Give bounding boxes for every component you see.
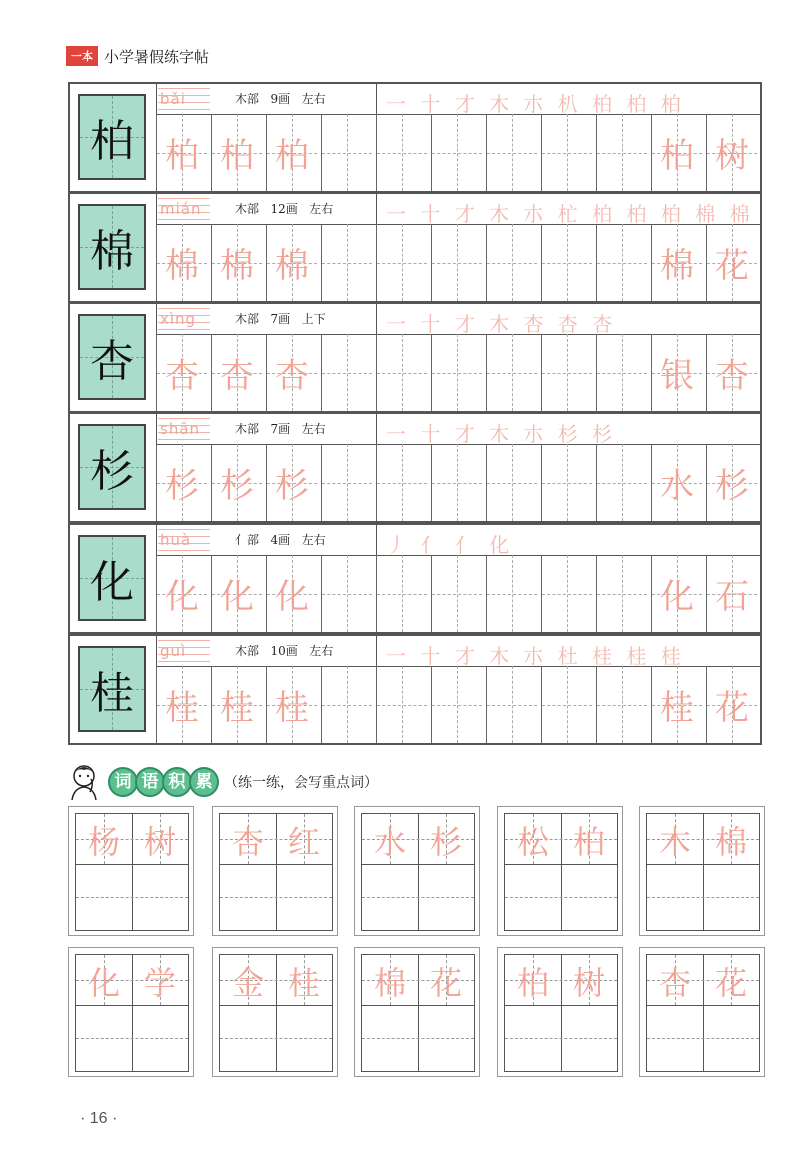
word-char: 木 — [658, 823, 691, 861]
character-practice-block — [68, 523, 762, 634]
trace-character: 杏 — [220, 356, 254, 396]
trace-character — [597, 334, 647, 411]
character-practice-block — [68, 82, 762, 193]
practice-cell[interactable] — [266, 114, 317, 191]
practice-cell[interactable] — [596, 444, 647, 521]
practice-cell[interactable] — [376, 666, 427, 743]
pinyin: shān — [160, 420, 201, 438]
model-character: 棉 — [90, 226, 134, 277]
stroke-count: 4画 — [270, 533, 291, 547]
section-title-char: 词 — [108, 767, 138, 797]
practice-cell[interactable] — [211, 334, 262, 411]
trace-character: 柏 — [220, 136, 254, 176]
trace-character: 棉 — [660, 246, 694, 286]
word-char: 树 — [572, 964, 605, 1002]
trace-character: 化 — [275, 577, 309, 617]
practice-cell[interactable] — [321, 666, 372, 743]
trace-character — [377, 555, 427, 632]
practice-cell[interactable] — [486, 666, 537, 743]
trace-character: 柏 — [660, 136, 694, 176]
practice-cell[interactable] — [266, 224, 317, 301]
word-practice-box[interactable] — [639, 947, 765, 1077]
character-practice-block — [68, 412, 762, 523]
trace-character — [322, 224, 372, 301]
trace-character — [597, 666, 647, 743]
trace-character: 棉 — [275, 246, 309, 286]
practice-cell[interactable] — [321, 444, 372, 521]
trace-character — [487, 555, 537, 632]
practice-cell[interactable] — [486, 444, 537, 521]
word-char: 杏 — [658, 964, 691, 1002]
structure: 上下 — [301, 312, 326, 326]
trace-character — [432, 224, 482, 301]
stroke-count: 10画 — [270, 644, 298, 658]
model-character: 杏 — [90, 336, 134, 387]
word-char: 棉 — [714, 823, 747, 861]
practice-cell[interactable] — [706, 114, 757, 191]
character-practice-block — [68, 302, 762, 413]
practice-cell[interactable] — [376, 334, 427, 411]
word-char: 学 — [143, 964, 176, 1002]
trace-character — [487, 444, 537, 521]
trace-character: 花 — [715, 688, 749, 728]
practice-cell[interactable] — [596, 334, 647, 411]
practice-cell[interactable] — [211, 666, 262, 743]
stroke-order: 一 十 才 木 朩 杉 杉 — [386, 422, 617, 446]
practice-cell[interactable] — [266, 334, 317, 411]
practice-cell[interactable] — [376, 444, 427, 521]
stroke-order: 一 十 才 木 朩 杧 柏 柏 柏 棉 棉 — [386, 202, 754, 226]
practice-cell[interactable] — [651, 666, 702, 743]
trace-character — [377, 334, 427, 411]
trace-character — [322, 444, 372, 521]
practice-cell[interactable] — [156, 114, 207, 191]
stroke-count: 12画 — [270, 202, 298, 216]
practice-cell[interactable] — [651, 334, 702, 411]
trace-character — [487, 224, 537, 301]
trace-character — [597, 114, 647, 191]
section-title-char: 语 — [135, 767, 165, 797]
practice-row — [156, 114, 760, 191]
stroke-count: 7画 — [270, 422, 291, 436]
word-practice-box[interactable] — [68, 947, 194, 1077]
trace-character — [487, 334, 537, 411]
practice-cell[interactable] — [376, 114, 427, 191]
character-info — [235, 310, 326, 327]
pinyin: bǎi — [160, 90, 186, 108]
page-number: · 16 · — [80, 1110, 118, 1127]
word-practice-box[interactable] — [212, 806, 338, 936]
trace-character: 柏 — [165, 136, 199, 176]
trace-character: 化 — [660, 577, 694, 617]
practice-cell[interactable] — [706, 444, 757, 521]
section-subtitle: （练一练，会写重点词） — [224, 775, 378, 791]
practice-cell[interactable] — [321, 224, 372, 301]
practice-cell[interactable] — [651, 555, 702, 632]
word-char: 杏 — [231, 823, 264, 861]
trace-character — [542, 444, 592, 521]
practice-cell[interactable] — [486, 114, 537, 191]
word-practice-box[interactable] — [354, 806, 480, 936]
practice-cell[interactable] — [486, 224, 537, 301]
practice-cell[interactable] — [541, 444, 592, 521]
trace-character — [487, 666, 537, 743]
practice-cell[interactable] — [596, 114, 647, 191]
practice-cell[interactable] — [431, 666, 482, 743]
word-section-header — [66, 762, 378, 802]
radical: 木部 — [235, 202, 260, 216]
trace-character — [322, 114, 372, 191]
word-char: 松 — [516, 823, 549, 861]
practice-cell[interactable] — [156, 555, 207, 632]
practice-cell[interactable] — [431, 555, 482, 632]
word-practice-box[interactable] — [497, 947, 623, 1077]
practice-cell[interactable] — [431, 444, 482, 521]
practice-row — [156, 224, 760, 301]
radical: 木部 — [235, 644, 260, 658]
pinyin-box — [158, 88, 210, 110]
word-char: 柏 — [572, 823, 605, 861]
trace-character — [377, 114, 427, 191]
model-character-box — [78, 204, 146, 290]
trace-character: 花 — [715, 246, 749, 286]
practice-cell[interactable] — [321, 555, 372, 632]
trace-character: 棉 — [165, 246, 199, 286]
practice-cell[interactable] — [431, 334, 482, 411]
practice-cell[interactable] — [706, 555, 757, 632]
structure: 左右 — [309, 202, 334, 216]
pinyin: huà — [160, 531, 192, 549]
pinyin-box — [158, 198, 210, 220]
pinyin-box — [158, 308, 210, 330]
practice-cell[interactable] — [376, 224, 427, 301]
practice-cell[interactable] — [486, 555, 537, 632]
trace-character: 杉 — [220, 466, 254, 506]
word-practice-box[interactable] — [639, 806, 765, 936]
radical: 木部 — [235, 92, 260, 106]
section-title-char: 积 — [162, 767, 192, 797]
trace-character: 柏 — [275, 136, 309, 176]
trace-character: 杏 — [165, 356, 199, 396]
page-number-value: 16 — [89, 1110, 108, 1127]
section-title — [108, 767, 216, 797]
practice-cell[interactable] — [321, 334, 372, 411]
pinyin: guì — [160, 642, 187, 660]
practice-cell[interactable] — [541, 666, 592, 743]
trace-character — [542, 666, 592, 743]
stroke-order: 一 十 才 木 杏 杏 杏 — [386, 312, 617, 336]
character-info — [235, 642, 333, 659]
practice-cell[interactable] — [156, 666, 207, 743]
trace-character: 桂 — [275, 688, 309, 728]
character-info — [235, 90, 326, 107]
word-practice-box[interactable] — [354, 947, 480, 1077]
word-char: 杉 — [429, 823, 462, 861]
stroke-count: 9画 — [270, 92, 291, 106]
stroke-order: 一 十 才 木 朩 杜 桂 桂 桂 — [386, 644, 685, 668]
practice-cell[interactable] — [541, 555, 592, 632]
trace-character — [377, 224, 427, 301]
trace-character: 棉 — [220, 246, 254, 286]
structure: 左右 — [301, 422, 326, 436]
practice-cell[interactable] — [596, 224, 647, 301]
practice-row — [156, 555, 760, 632]
practice-cell[interactable] — [541, 114, 592, 191]
trace-character — [322, 555, 372, 632]
practice-cell[interactable] — [596, 555, 647, 632]
word-char: 柏 — [516, 964, 549, 1002]
trace-character — [432, 555, 482, 632]
model-character-box — [78, 646, 146, 732]
radical: 木部 — [235, 422, 260, 436]
trace-character: 桂 — [165, 688, 199, 728]
trace-character: 杏 — [715, 356, 749, 396]
trace-character — [432, 444, 482, 521]
practice-cell[interactable] — [266, 555, 317, 632]
structure: 左右 — [309, 644, 334, 658]
word-char: 金 — [231, 964, 264, 1002]
practice-cell[interactable] — [541, 334, 592, 411]
practice-cell[interactable] — [321, 114, 372, 191]
trace-character — [597, 555, 647, 632]
trace-character — [597, 224, 647, 301]
practice-cell[interactable] — [156, 224, 207, 301]
model-character: 桂 — [90, 668, 134, 719]
stroke-order: 一 十 才 木 朩 朳 柏 柏 柏 — [386, 92, 685, 116]
trace-character — [487, 114, 537, 191]
trace-character — [542, 114, 592, 191]
trace-character — [377, 666, 427, 743]
trace-character — [597, 444, 647, 521]
practice-cell[interactable] — [651, 444, 702, 521]
trace-character: 化 — [165, 577, 199, 617]
practice-cell[interactable] — [156, 444, 207, 521]
practice-row — [156, 334, 760, 411]
practice-cell[interactable] — [541, 224, 592, 301]
word-char: 杨 — [87, 823, 120, 861]
trace-character — [432, 666, 482, 743]
word-practice-box[interactable] — [68, 806, 194, 936]
model-character: 柏 — [90, 116, 134, 167]
practice-cell[interactable] — [211, 114, 262, 191]
word-char: 化 — [87, 964, 120, 1002]
trace-character: 水 — [660, 466, 694, 506]
radical: 木部 — [235, 312, 260, 326]
model-character: 杉 — [90, 446, 134, 497]
practice-cell[interactable] — [706, 334, 757, 411]
practice-cell[interactable] — [211, 555, 262, 632]
pinyin-box — [158, 640, 210, 662]
model-character: 化 — [90, 557, 134, 608]
word-char: 花 — [714, 964, 747, 1002]
practice-cell[interactable] — [266, 666, 317, 743]
pinyin: xìng — [160, 310, 197, 328]
model-character-box — [78, 314, 146, 400]
practice-cell[interactable] — [266, 444, 317, 521]
pinyin-box — [158, 418, 210, 440]
practice-cell[interactable] — [651, 224, 702, 301]
trace-character: 杏 — [275, 356, 309, 396]
practice-cell[interactable] — [376, 555, 427, 632]
practice-cell[interactable] — [706, 666, 757, 743]
structure: 左右 — [301, 92, 326, 106]
practice-row — [156, 666, 760, 743]
trace-character: 石 — [715, 577, 749, 617]
trace-character: 杉 — [165, 466, 199, 506]
trace-character: 化 — [220, 577, 254, 617]
radical: 亻部 — [235, 533, 260, 547]
character-info — [235, 200, 333, 217]
practice-cell[interactable] — [596, 666, 647, 743]
trace-character — [322, 666, 372, 743]
trace-character — [542, 334, 592, 411]
practice-cell[interactable] — [706, 224, 757, 301]
trace-character — [542, 555, 592, 632]
trace-character: 树 — [715, 136, 749, 176]
model-character-box — [78, 424, 146, 510]
word-char: 树 — [143, 823, 176, 861]
model-character-box — [78, 535, 146, 621]
character-info — [235, 531, 326, 548]
word-char: 花 — [429, 964, 462, 1002]
practice-cell[interactable] — [156, 334, 207, 411]
trace-character — [322, 334, 372, 411]
trace-character — [542, 224, 592, 301]
boy-thinking-icon — [66, 762, 106, 802]
practice-cell[interactable] — [431, 114, 482, 191]
pinyin-box — [158, 529, 210, 551]
model-character-box — [78, 94, 146, 180]
character-practice-block — [68, 192, 762, 303]
word-practice-box[interactable] — [212, 947, 338, 1077]
trace-character — [377, 444, 427, 521]
character-info — [235, 420, 326, 437]
stroke-count: 7画 — [270, 312, 291, 326]
trace-character: 桂 — [220, 688, 254, 728]
page-header — [66, 44, 209, 68]
word-char: 红 — [287, 823, 320, 861]
trace-character: 银 — [660, 356, 694, 396]
section-title-char: 累 — [189, 767, 219, 797]
practice-cell[interactable] — [486, 334, 537, 411]
character-practice-block — [68, 634, 762, 745]
trace-character: 杉 — [275, 466, 309, 506]
stroke-order: 丿 亻 亻 化 — [386, 533, 514, 557]
structure: 左右 — [301, 533, 326, 547]
word-char: 水 — [373, 823, 406, 861]
practice-cell[interactable] — [431, 224, 482, 301]
trace-character: 杉 — [715, 466, 749, 506]
word-char: 棉 — [373, 964, 406, 1002]
practice-cell[interactable] — [651, 114, 702, 191]
practice-row — [156, 444, 760, 521]
practice-cell[interactable] — [211, 224, 262, 301]
trace-character: 桂 — [660, 688, 694, 728]
practice-cell[interactable] — [211, 444, 262, 521]
pinyin: mián — [160, 200, 202, 218]
word-practice-box[interactable] — [497, 806, 623, 936]
brand-badge: 一本 — [66, 46, 98, 66]
book-title: 小学暑假练字帖 — [104, 47, 210, 66]
trace-character — [432, 334, 482, 411]
word-char: 桂 — [287, 964, 320, 1002]
trace-character — [432, 114, 482, 191]
